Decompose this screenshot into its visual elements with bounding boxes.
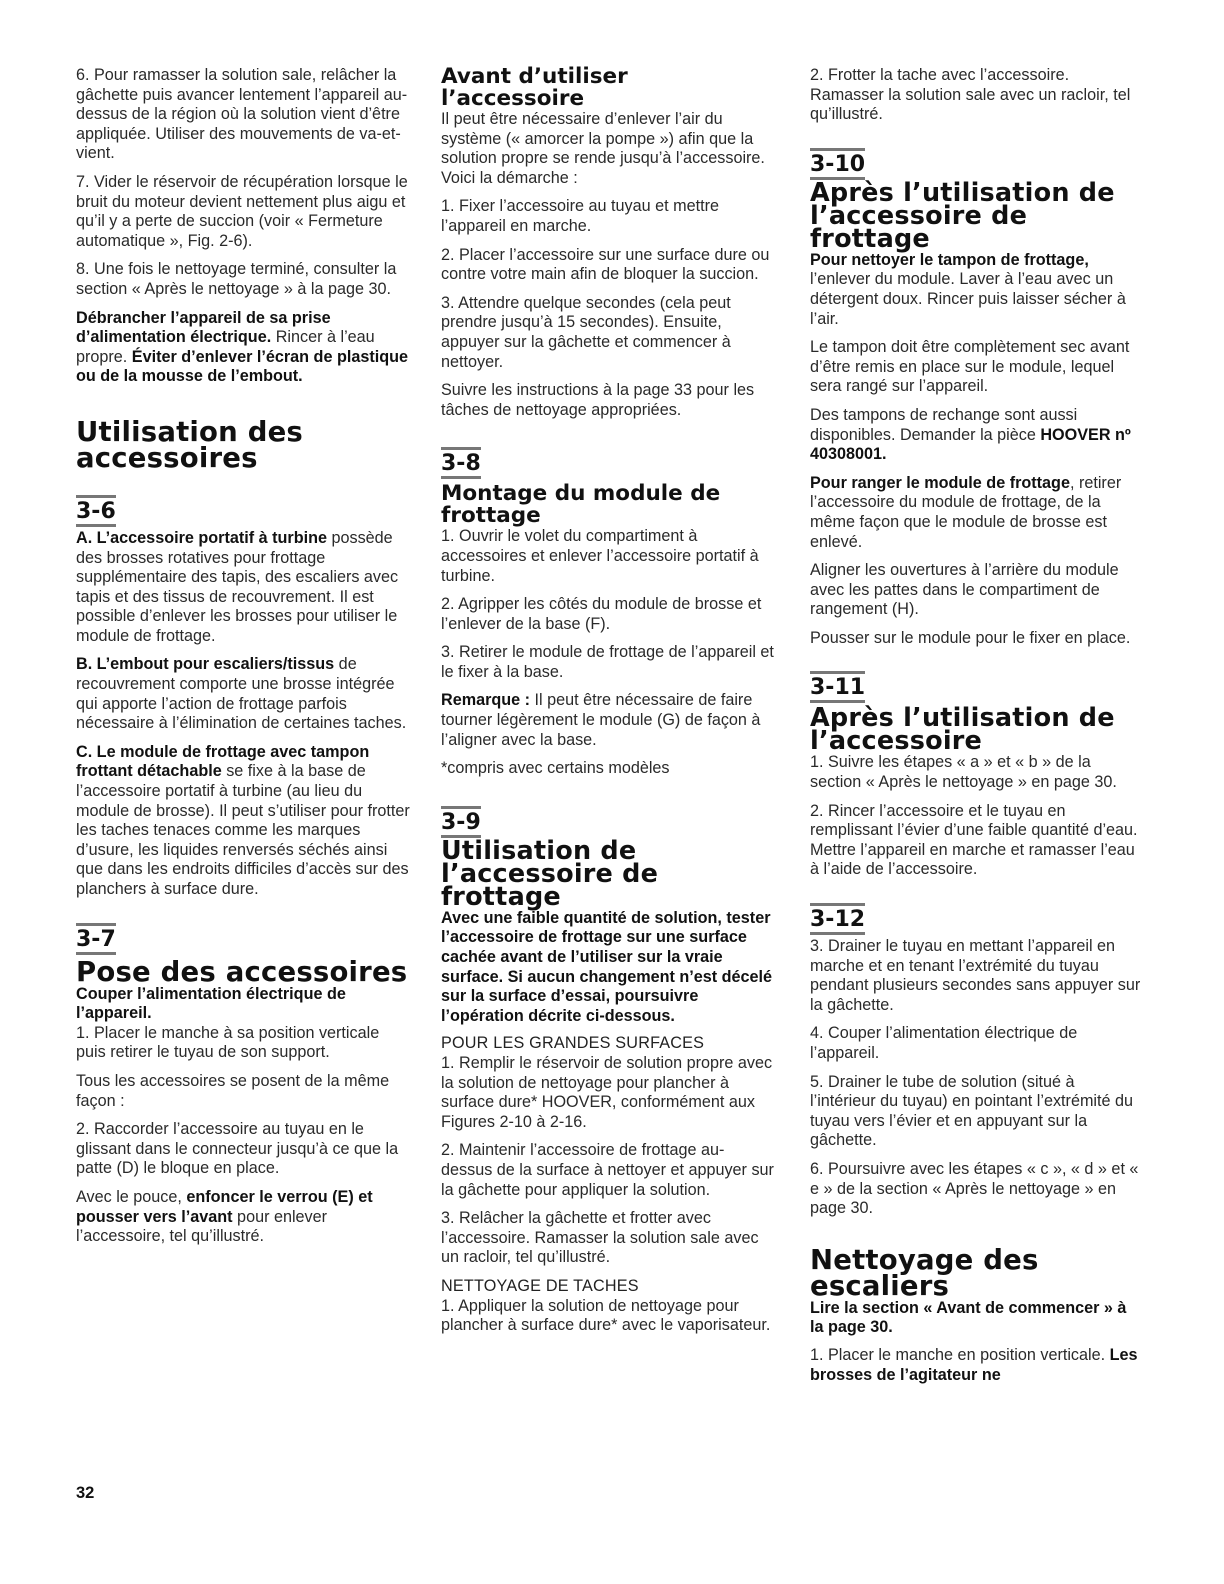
page-number: 32 [76,1484,95,1502]
item-c [76,743,410,900]
item-b-bold: B. L’embout pour escaliers/tissus [76,655,335,674]
grandes-step-2: 2. Maintenir l’accessoire de frottage au-dessus de la surface à nettoyer et appuyer sur la gâchette pour appliquer la solution. [441,1141,774,1199]
apres-step-2: 2. Rincer l’accessoire et le tuyau en remplissant l’évier d’une faible quantité d’eau. Mettre l’appareil en marche et ramasser l’eau à l’aide de l’accessoire. [810,801,1138,879]
escaliers-step-1-text: 1. Placer le manche en position verticale. [810,1345,1110,1364]
section-number-3-12: 3-12 [810,903,865,935]
subheading-taches: NETTOYAGE DE TACHES [441,1276,639,1295]
heading-avant: Avant d’utiliser l’accessoire [441,64,628,111]
step-7: 7. Vider le réservoir de récupération lorsque le bruit du moteur devient nettement plus aigu et qu’il y a perte de succion (voir « Fermeture automatique », Fig. 2-6). [76,172,408,250]
tampon-sec: Le tampon doit être complètement sec avant d’être remis en place sur le module, lequel sera rangé sur l’appareil. [810,338,1130,396]
remarque-bold: Remarque : [441,691,531,710]
pose-step-1: 1. Placer le manche à sa position verticale puis retirer le tuyau de son support. [76,1023,380,1062]
escaliers-step-1 [810,1346,1144,1385]
heading-apres-accessoire: Après l’utilisation de l’accessoire [810,703,1115,757]
section-number-3-10: 3-10 [810,148,865,180]
heading-apres-frottage: Après l’utilisation de l’accessoire de frottage [810,177,1115,254]
section-number-3-11: 3-11 [810,671,865,703]
montage-step-1: 1. Ouvrir le volet du compartiment à accessoires et enlever l’accessoire portatif à turbine. [441,527,759,585]
heading-accessories: Utilisation des accessoires [76,415,304,474]
section-number-3-7: 3-7 [76,923,116,955]
aligner: Aligner les ouvertures à l’arrière du module avec les pattes dans le compartiment de rangement (H). [810,561,1119,619]
drain-step-3: 3. Drainer le tuyau en mettant l’appareil en marche et en tenant l’extrémité du tuyau pendant plusieurs secondes sans appuyer sur la gâchette. [810,937,1141,1014]
item-c-bold: C. Le module de frottage avec tampon frottant détachable [76,742,370,781]
pose-thumb-bold: enfoncer le verrou (E) et pousser vers l’avant [76,1187,373,1226]
rechange-part-number: HOOVER nº 40308001. [810,425,1131,464]
pose-all: Tous les accessoires se posent de la même façon : [76,1071,390,1110]
montage-step-2: 2. Agripper les côtés du module de brosse et l’enlever de la base (F). [441,595,762,633]
tampon-text: l’enlever du module. Laver à l’eau avec un détergent doux. Rincer puis laisser sécher à l’air. [810,270,1126,328]
escaliers-subheading: Lire la section « Avant de commencer » à la page 30. [810,1298,1127,1337]
rechange-text: Des tampons de rechange sont aussi disponibles. Demander la pièce [810,405,1078,444]
drain-step-5: 5. Drainer le tube de solution (situé à l’intérieur du tuyau) en pointant l’extrémité du tuyau vers l’évier et en appuyant sur la gâchette. [810,1072,1134,1150]
remarque-text: Il peut être nécessaire de faire tourner légèrement le module (G) de façon à l’aligner avec la base. [441,691,761,749]
heading-pose: Pose des accessoires [76,955,408,988]
unplug-text: Rincer à l’eau propre. [76,328,375,366]
step-8: 8. Une fois le nettoyage terminé, consulter la section « Après le nettoyage » à la page 30. [76,260,397,298]
avant-step-2: 2. Placer l’accessoire sur une surface dure ou contre votre main afin de bloquer la succion. [441,245,770,284]
column-right [810,66,1144,1394]
avant-step-4: Suivre les instructions à la page 33 pour les tâches de nettoyage appropriées. [441,381,755,419]
drain-step-4: 4. Couper l’alimentation électrique de l’appareil. [810,1024,1078,1062]
montage-step-3: 3. Retirer le module de frottage de l’appareil et le fixer à la base. [441,643,774,681]
apres-step-1: 1. Suivre les étapes « a » et « b » de la section « Après le nettoyage » en page 30. [810,753,1117,792]
avant-intro: Il peut être nécessaire d’enlever l’air du système (« amorcer la pompe ») afin que la solution propre se rende jusqu’à l’accessoire. Voici la démarche : [441,110,765,187]
column-middle [441,66,775,1345]
item-a [76,529,410,647]
section-number-3-8: 3-8 [441,447,481,479]
item-a-bold: A. L’accessoire portatif à turbine [76,528,327,547]
avant-step-3: 3. Attendre quelque secondes (cela peut prendre jusqu’à 15 secondes). Ensuite, appuyer sur la gâchette et commencer à nettoyer. [441,293,731,371]
heading-montage: Montage du module de frottage [441,481,721,529]
section-number-3-9: 3-9 [441,806,481,838]
utilisation-warning: Avec une faible quantité de solution, tester l’accessoire de frottage sur une surface cachée avant de l’utiliser sur la vraie surface. Si aucun changement n’est décelé sur la surface d’essai, poursuivre l’opération décrite ci-dessous. [441,908,773,1025]
column-left [76,66,410,1256]
ranger-bold: Pour ranger le module de frottage [810,473,1070,492]
footnote-compris: *compris avec certains modèles [441,759,670,778]
remarque [441,691,775,750]
grandes-step-1: 1. Remplir le réservoir de solution propre avec la solution de nettoyage pour plancher à surface dure* HOOVER, conformément aux Figures 2-10 à 2-16. [441,1054,773,1131]
escaliers-step-1-bold: Les brosses de l’agitateur ne [810,1345,1138,1384]
pose-thumb-a: Avec le pouce, [76,1187,187,1206]
step-6: 6. Pour ramasser la solution sale, relâcher la gâchette puis avancer lentement l’appareil au-dessus de la région où la solution vient d’être appliquée. Utiliser des mouvements de va-et-vient. [76,66,408,163]
pose-thumb [76,1188,410,1247]
pousser: Pousser sur le module pour le fixer en place. [810,628,1131,647]
rechange [810,406,1144,465]
unplug-warning [76,309,410,387]
tampon-clean [810,251,1144,329]
pose-subheading: Couper l’alimentation électrique de l’appareil. [76,984,346,1023]
subheading-grandes-surfaces: POUR LES GRANDES SURFACES [441,1034,705,1053]
avant-step-1: 1. Fixer l’accessoire au tuyau et mettre l’appareil en marche. [441,197,720,235]
item-b [76,655,410,733]
tampon-bold: Pour nettoyer le tampon de frottage, [810,250,1089,269]
pose-step-2: 2. Raccorder l’accessoire au tuyau en le glissant dans le connecteur jusqu’à ce que la patte (D) le bloque en place. [76,1120,399,1178]
drain-step-6: 6. Poursuivre avec les étapes « c », « d » et « e » de la section « Après le nettoyage » en page 30. [810,1159,1139,1218]
grandes-step-3: 3. Relâcher la gâchette et frotter avec l’accessoire. Ramasser la solution sale avec un racloir, tel qu’illustré. [441,1209,759,1267]
pose-thumb-c: pour enlever l’accessoire, tel qu’illustré. [76,1207,328,1246]
taches-step-1: 1. Appliquer la solution de nettoyage pour plancher à surface dure* avec le vaporisateur. [441,1296,771,1335]
unplug-bold: Débrancher l’appareil de sa prise d’alimentation électrique. [76,308,331,347]
heading-utilisation: Utilisation de l’accessoire de frottage [441,835,659,912]
unplug-bold-2: Éviter d’enlever l’écran de plastique ou de la mousse de l’embout. [76,347,408,386]
item-a-text: possède des brosses rotatives pour frottage supplémentaire des tapis, des escaliers avec tapis et des tissus de recouvrement. Il est possible d’enlever les brosses pour utiliser le module de frottage. [76,528,399,645]
ranger-text: , retirer l’accessoire du module de frottage, de la même façon que le module de brosse est enlevé. [810,473,1122,551]
item-b-text: de recouvrement comporte une brosse intégrée qui apporte l’action de frottage parfois nécessaire à l’élimination de certaines taches. [76,655,407,733]
section-number-3-6: 3-6 [76,495,116,527]
ranger [810,474,1144,552]
item-c-text: se fixe à la base de l’accessoire portatif à turbine (au lieu du module de brosse). Il peut s’utiliser pour frotter les taches tenaces comme les marques d’usure, les liquides renversés séchés ainsi que dans les endroits difficiles d’accès sur des planchers à surface dure. [76,762,410,898]
heading-escaliers: Nettoyage des escaliers [810,1243,1039,1302]
frotter-step-2: 2. Frotter la tache avec l’accessoire. Ramasser la solution sale avec un racloir, tel qu’illustré. [810,66,1131,124]
